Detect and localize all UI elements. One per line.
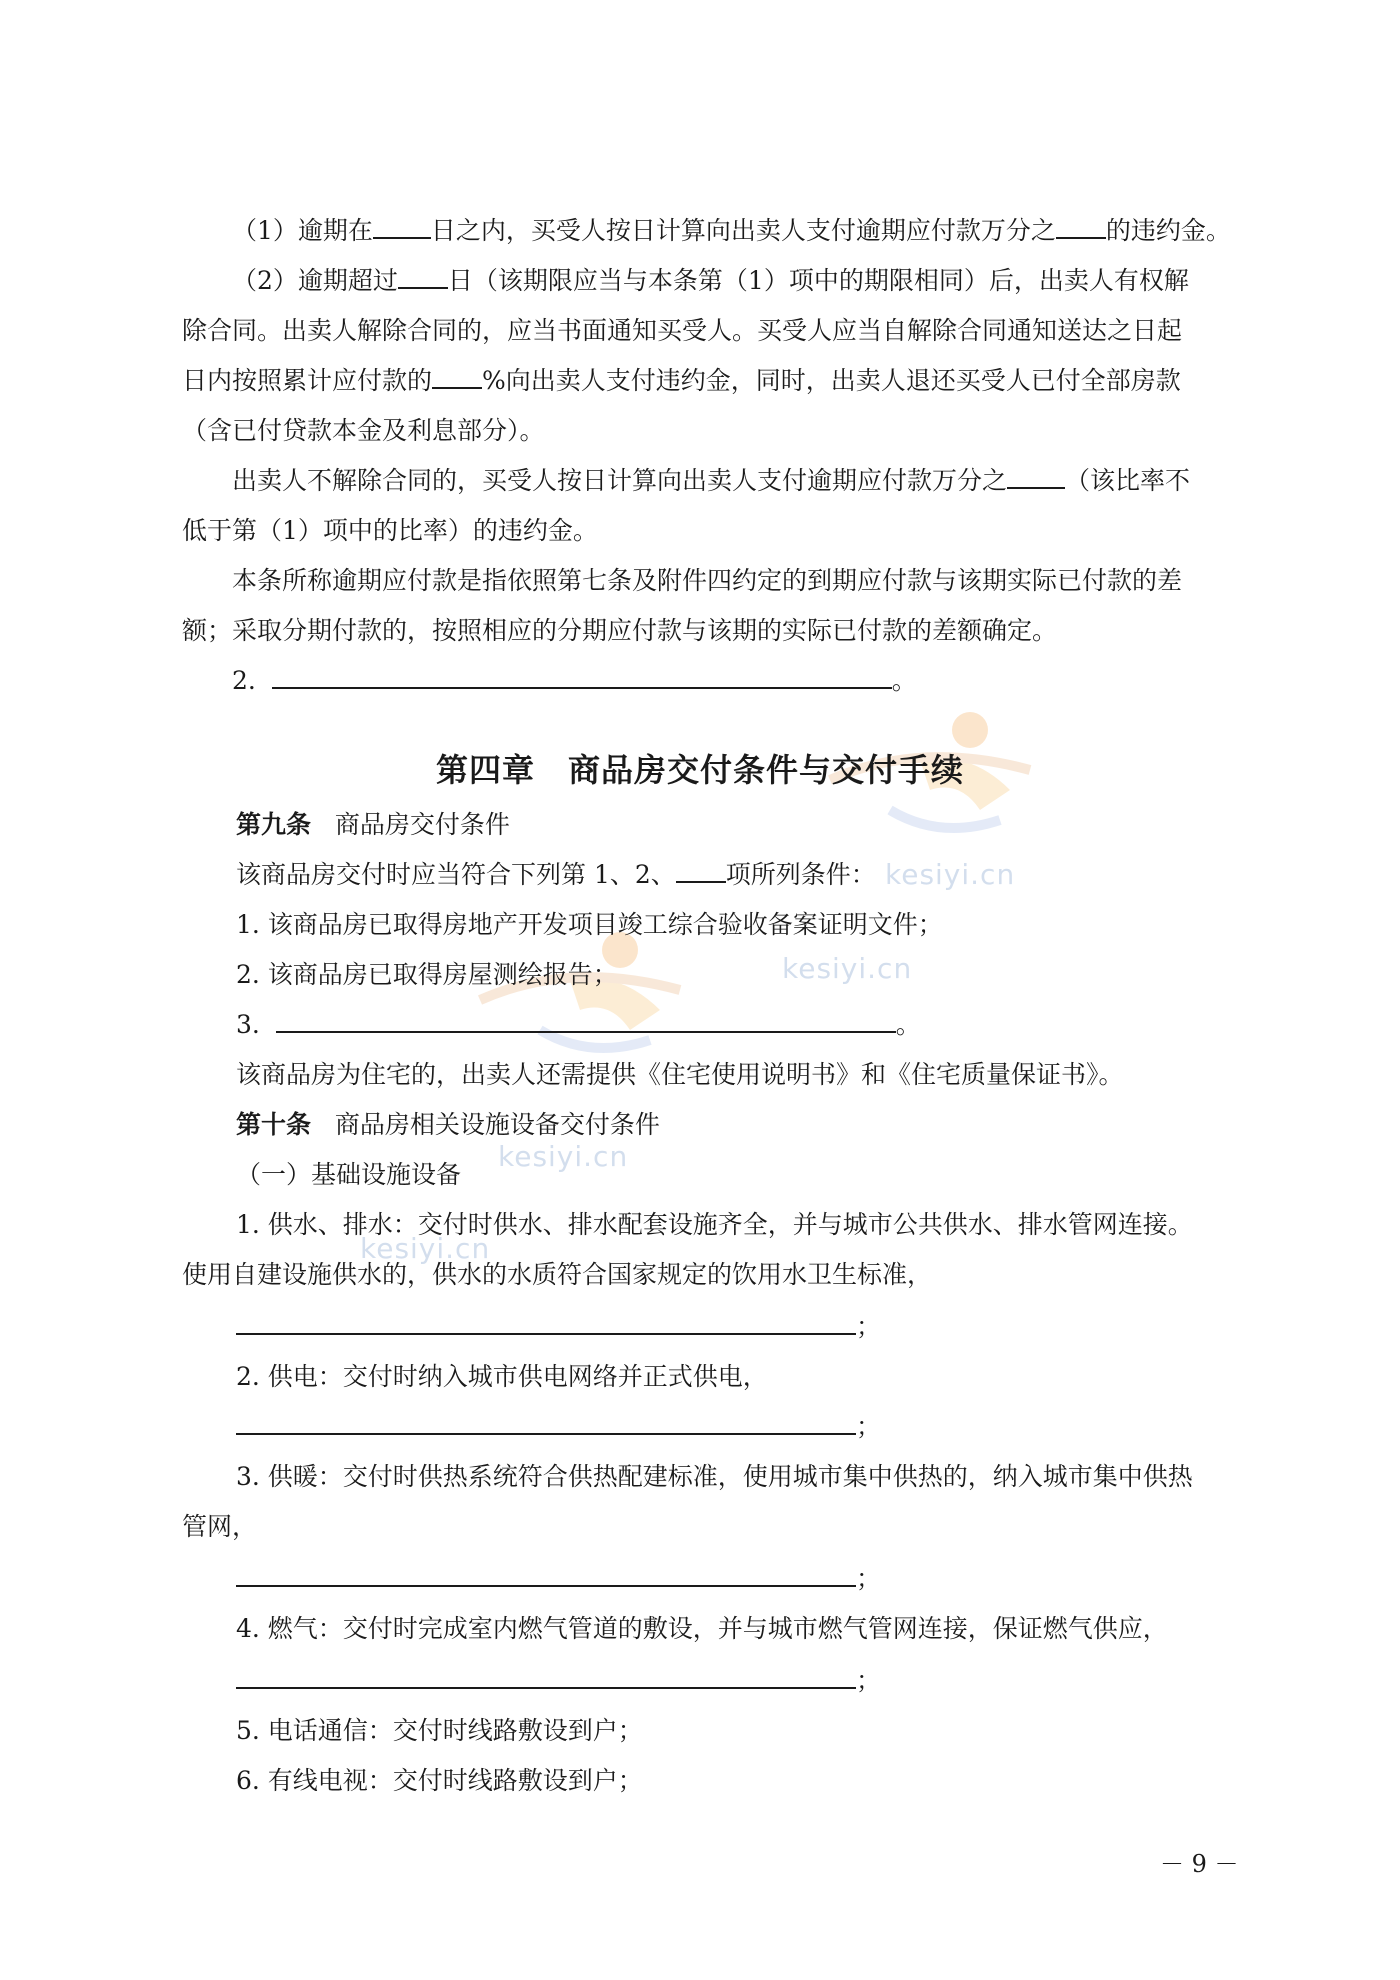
article-9-intro: 该商品房交付时应当符合下列第 1、2、 项所列条件：	[236, 860, 876, 889]
item-2-blank-line: 2. 。	[232, 666, 917, 695]
list-item: 2. 供电：交付时纳入城市供电网络并正式供电，	[236, 1362, 768, 1391]
fill-blank[interactable]	[236, 1411, 856, 1435]
fill-blank[interactable]	[1056, 215, 1106, 239]
chapter-title: 第四章 商品房交付条件与交付手续	[435, 751, 964, 789]
paragraph-no-termination: 出卖人不解除合同的，买受人按日计算向出卖人支付逾期应付款万分之 （该比率不	[232, 466, 1191, 495]
paragraph-line: 使用自建设施供水的，供水的水质符合国家规定的饮用水卫生标准，	[182, 1260, 933, 1289]
fill-blank[interactable]	[276, 1009, 896, 1033]
list-item: 1. 该商品房已取得房地产开发项目竣工综合验收备案证明文件；	[236, 910, 943, 939]
article-number: 第十条	[236, 1110, 312, 1139]
fill-blank[interactable]	[398, 265, 448, 289]
fill-blank[interactable]	[236, 1311, 856, 1335]
paragraph-line: 低于第（1）项中的比率）的违约金。	[182, 516, 598, 545]
page-number: － 9 －	[1160, 1850, 1239, 1878]
paragraph-line: 日内按照累计应付款的 %向出卖人支付违约金，同时，出卖人退还买受人已付全部房款	[182, 366, 1181, 395]
paragraph-overdue-1: （1）逾期在 日之内，买受人按日计算向出卖人支付逾期应付款万分之 的违约金。	[232, 216, 1231, 245]
fill-blank[interactable]	[1007, 465, 1065, 489]
fill-blank[interactable]	[272, 665, 892, 689]
fill-blank[interactable]	[676, 859, 726, 883]
list-item: 1. 供水、排水：交付时供水、排水配套设施齐全，并与城市公共供水、排水管网连接。	[236, 1210, 1193, 1239]
paragraph-line: 管网，	[182, 1512, 258, 1541]
paragraph-overdue-2: （2）逾期超过 日（该期限应当与本条第（1）项中的期限相同）后，出卖人有权解	[232, 266, 1189, 295]
paragraph-line: 除合同。出卖人解除合同的，应当书面通知买受人。买受人应当自解除合同通知送达之日起	[182, 316, 1183, 345]
watermark-text: kesiyi.cn	[782, 952, 913, 985]
paragraph-definition: 本条所称逾期应付款是指依照第七条及附件四约定的到期应付款与该期实际已付款的差	[232, 566, 1183, 595]
watermark-text: kesiyi.cn	[885, 858, 1016, 891]
fill-blank[interactable]	[432, 365, 482, 389]
watermark-figure-icon	[420, 920, 720, 1080]
fill-line: ；	[236, 1562, 1400, 1596]
fill-blank[interactable]	[236, 1563, 856, 1587]
fill-line: ；	[236, 1664, 1400, 1698]
list-item: 2. 该商品房已取得房屋测绘报告；	[236, 960, 618, 989]
list-item: 3. 。	[236, 1010, 921, 1039]
list-item: 3. 供暖：交付时供热系统符合供热配建标准，使用城市集中供热的，纳入城市集中供热	[236, 1462, 1193, 1491]
fill-blank[interactable]	[373, 215, 431, 239]
list-item: 6. 有线电视：交付时线路敷设到户；	[236, 1766, 643, 1795]
watermark-text: kesiyi.cn	[360, 1232, 491, 1265]
article-name: 商品房交付条件	[334, 810, 510, 839]
article-name: 商品房相关设施设备交付条件	[334, 1110, 660, 1139]
fill-line: ；	[236, 1310, 1400, 1344]
fill-blank[interactable]	[236, 1665, 856, 1689]
list-item: 4. 燃气：交付时完成室内燃气管道的敷设，并与城市燃气管网连接，保证燃气供应，	[236, 1614, 1168, 1643]
subsection-heading: （一）基础设施设备	[236, 1160, 462, 1189]
fill-line: ；	[236, 1410, 1400, 1444]
paragraph-line: 额；采取分期付款的，按照相应的分期应付款与该期的实际已付款的差额确定。	[182, 616, 1058, 645]
watermark-text: kesiyi.cn	[498, 1140, 629, 1173]
paragraph-line: （含已付贷款本金及利息部分）。	[182, 416, 545, 445]
article-number: 第九条	[236, 810, 312, 839]
article-9-note: 该商品房为住宅的，出卖人还需提供《住宅使用说明书》和《住宅质量保证书》。	[236, 1060, 1124, 1089]
article-10-heading	[236, 1108, 1400, 1142]
list-item: 5. 电话通信：交付时线路敷设到户；	[236, 1716, 643, 1745]
article-9-heading	[236, 808, 1400, 842]
